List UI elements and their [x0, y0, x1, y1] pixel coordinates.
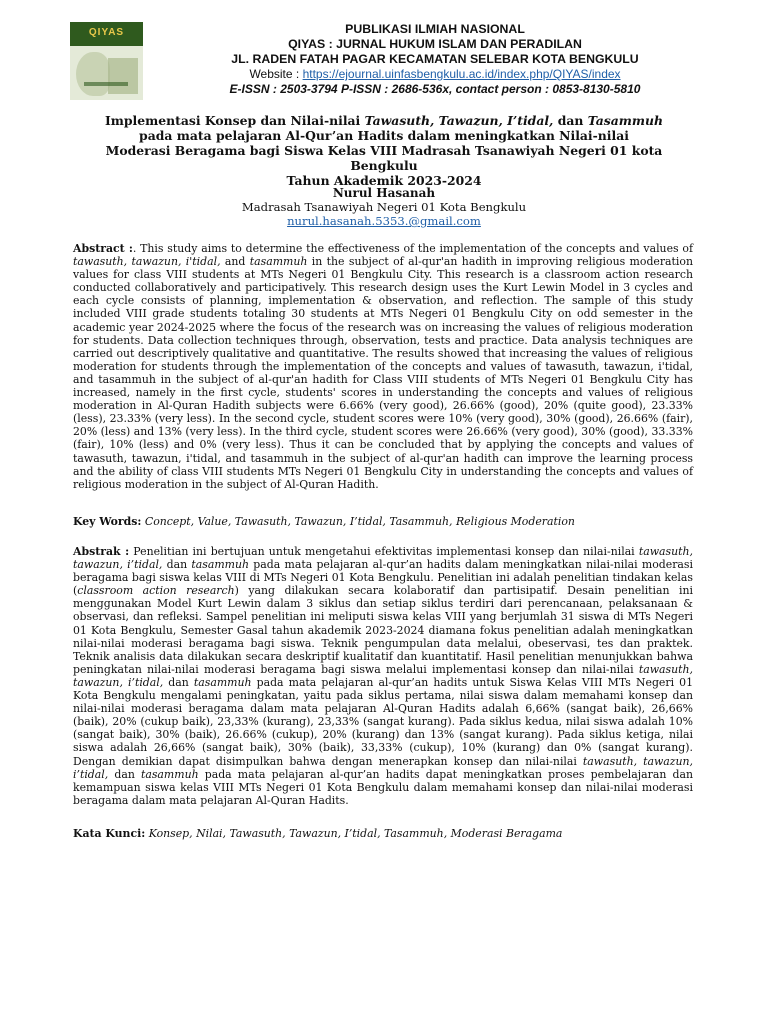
abstract-italic-text: tawasuth, tawazun, i'tidal, — [73, 255, 221, 269]
abstrak-italic-text: tawasuth, tawazun, i’tidal, — [73, 545, 693, 572]
logo-text: QIYAS — [88, 27, 125, 38]
abstrak-text: pada mata pelajaran al-qur’an hadits dapat meningkatkan proses pembelajaran dan kemampuan siswa kelas VIII MTs Negeri 01 Kota Bengkulu dalam memahami konsep dan nilai-nilai moderasi beragama dalam mata pelajaran Al-Quran Hadits. — [73, 767, 693, 807]
abstract-italic-text: tasammuh — [249, 255, 308, 269]
journal-address: JL. RADEN FATAH PAGAR KECAMATAN SELEBAR KOTA BENGKULU — [231, 52, 639, 66]
title-line-4: Tahun Akademik 2023-2024 — [286, 173, 482, 188]
title-line-1 — [70, 113, 698, 128]
author-email-line — [70, 214, 698, 229]
abstrak-text: Penelitian ini bertujuan untuk mengetahui efektivitas implementasi konsep dan nilai-nilai — [129, 545, 639, 558]
journal-header — [70, 22, 710, 100]
abstrak-text: pada mata pelajaran al-qur’an hadits dalam meningkatkan nilai-nilai moderasi beragama bagi siswa kelas VIII di MTs Negeri 01 Kota Bengkulu. Penelitian ini adalah penelitian tindakan kelas ( — [73, 558, 693, 598]
abstrak-text: ) yang dilakukan secara kolaboratif dan partisipatif. Desain penelitian ini menggunakan Model Kurt Lewin dalam 3 siklus dan setiap siklus terdiri dari perencanaan, pelaksanaan & observasi, dan refleksi. Sampel penelitian ini meliputi siswa kelas VIII yang berjumlah 31 siswa di MTs Negeri 01 Kota Bengkulu, Semester Gasal tahun akademik 2023-2024 diamana fokus penelitian adalah meningkatkan nilai-nilai moderasi beragama bagi siswa. Teknik pengumpulan data melalui, obeservasi, tes dan praktek. Teknik analisis data dilakukan secara deskriptif kualitatif dan kuantitatif. Hasil penelitian menunjukkan bahwa peningkatan nilai-nilai moderasi beragama bagi siswa melalui implementasi konsep dan nilai-nilai — [73, 584, 694, 676]
abstrak-text: pada mata pelajaran al-qur’an hadits untuk Siswa Kelas VIII MTs Negeri 01 Kota Bengkulu mengalami peningkatan, yaitu pada siklus pertama, nilai siswa dalam memahami konsep dan nilai-nilai moderasi beragama dalam mata pelajaran Al-Quran Hadits adalah 6,66% (sangat baik), 26,66% (baik), 20% (cukup baik), 23,33% (kurang), 23,33% (sangat kurang). Pada siklus kedua, nilai siswa adalah 10% (sangat baik), 30% (baik), 26.66% (cukup), 20% (kurang) dan 13% (sangat kurang). Pada siklus ketiga, nilai siswa adalah 26,66% (sangat baik), 30% (baik), 33,33% (cukup), 10% (kurang) dan 0% (sangat kurang). Dengan demikian dapat disimpulkan bahwa dengan menerapkan konsep dan nilai-nilai — [73, 675, 693, 768]
website-label: Website : — [249, 67, 303, 81]
keywords-english — [73, 515, 693, 528]
author-affiliation: Madrasah Tsanawiyah Negeri 01 Kota Bengkulu — [241, 200, 527, 214]
kata-kunci-label: Kata Kunci: — [73, 827, 146, 840]
keywords-text: Concept, Value, Tawasuth, Tawazun, I’tidal, Tasammuh, Religious Moderation — [144, 515, 575, 528]
author-email-link[interactable]: nurul.hasanah.5353.@gmail.com — [287, 214, 481, 228]
title-line-3: Moderasi Beragama bagi Siswa Kelas VIII Madrasah Tsanawiyah Negeri 01 kota Bengkulu — [105, 143, 663, 173]
website-link[interactable]: https://ejournal.uinfasbengkulu.ac.id/index.php/QIYAS/index — [302, 67, 621, 81]
logo-ornament — [76, 52, 110, 96]
keywords-label: Key Words: — [73, 515, 142, 528]
title-text: dan — [553, 113, 588, 128]
article-title — [70, 113, 698, 188]
title-text: Implementasi Konsep dan Nilai-nilai — [104, 113, 365, 128]
publication-type: PUBLIKASI ILMIAH NASIONAL — [345, 22, 525, 36]
journal-logo — [70, 22, 143, 100]
abstract-text: and — [220, 255, 250, 269]
abstrak-italic-text: tawasuth, tawazun, i’tidal, — [73, 662, 693, 689]
title-italic-text: Tasammuh — [587, 113, 664, 128]
issn-line: E-ISSN : 2503-3794 P-ISSN : 2686-536x, contact person : 0853-8130-5810 — [229, 82, 641, 96]
abstrak-label: Abstrak : — [73, 545, 130, 558]
abstrak-italic-text: tasammuh — [191, 558, 250, 572]
logo-ornament — [84, 82, 128, 86]
keywords-indonesian — [73, 827, 693, 840]
website-line — [160, 67, 710, 82]
abstract-indonesian — [73, 545, 693, 807]
journal-name: QIYAS : JURNAL HUKUM ISLAM DAN PERADILAN — [288, 37, 582, 51]
abstrak-italic-text: tawasuth, tawazun, i’tidal, — [73, 754, 693, 781]
abstrak-text: dan — [162, 558, 192, 572]
logo-ornament — [108, 58, 138, 94]
abstract-label: Abstract : — [73, 242, 133, 255]
abstrak-text: dan — [163, 675, 194, 689]
kata-kunci-text: Konsep, Nilai, Tawasuth, Tawazun, I’tidal, Tasammuh, Moderasi Beragama — [145, 827, 563, 840]
abstrak-italic-text: tasammuh — [193, 675, 252, 689]
abstrak-italic-text: classroom action research — [77, 584, 235, 598]
abstrak-text: dan — [108, 767, 141, 781]
abstract-text: in the subject of al-qur'an hadith in improving religious moderation values for class VIII students at MTs Negeri 01 Bengkulu City. This research is a classroom action research conducted collaboratively and participatively. This research design uses the Kurt Lewin Model in 3 cycles and each cycle consists of planning, implementation & observation, and reflection. The sample of this study included VIII grade students totaling 30 students at MTs Negeri 01 Bengkulu City on odd semester in the academic year 2024-2025 where the focus of the research was on increasing the values of religious moderation for students. Data collection techniques through, observation, tests and practice. Data analysis techniques are carried out descriptively qualitative and quantitative. The results showed that increasing the values of religious moderation for students through the implementation of the concepts and values of tawasuth, tawazun, i'tidal, and tasammuh in the subject of al-qur'an hadith for Class VIII students of MTs Negeri 01 Bengkulu City has increased, namely in the first cycle, students' scores in understanding the concepts and values of religious moderation in Al-Quran Hadith subjects were 6.66% (very good), 26.66% (good), 20% (quite good), 23.33% (less), 23.33% (very less). In the second cycle, student scores were 10% (very good), 30% (good), 26.66% (fair), 20% (less) and 13% (very less). In the third cycle, student scores were 26.66% (very good), 30% (good), 33.33% (fair), 10% (less) and 0% (very less). Thus it can be concluded that by applying the concepts and values of tawasuth, tawazun, i'tidal, and tasammuh in the subject of al-qur'an hadith can improve the learning process and the ability of class VIII students MTs Negeri 01 Bengkulu City in understanding the concepts and values of religious moderation in the subject of Al-Quran Hadith. — [73, 255, 693, 491]
author-name: Nurul Hasanah — [332, 186, 436, 200]
abstrak-italic-text: tasammuh — [140, 767, 199, 781]
abstract-english — [73, 242, 693, 491]
header-text-block — [160, 22, 710, 97]
title-line-2: pada mata pelajaran Al-Qur’an Hadits dalam meningkatkan Nilai-nilai — [139, 128, 629, 143]
title-italic-text: Tawasuth, Tawazun, I’tidal, — [364, 113, 554, 128]
abstract-text: . This study aims to determine the effectiveness of the implementation of the concepts and values of — [132, 242, 693, 255]
